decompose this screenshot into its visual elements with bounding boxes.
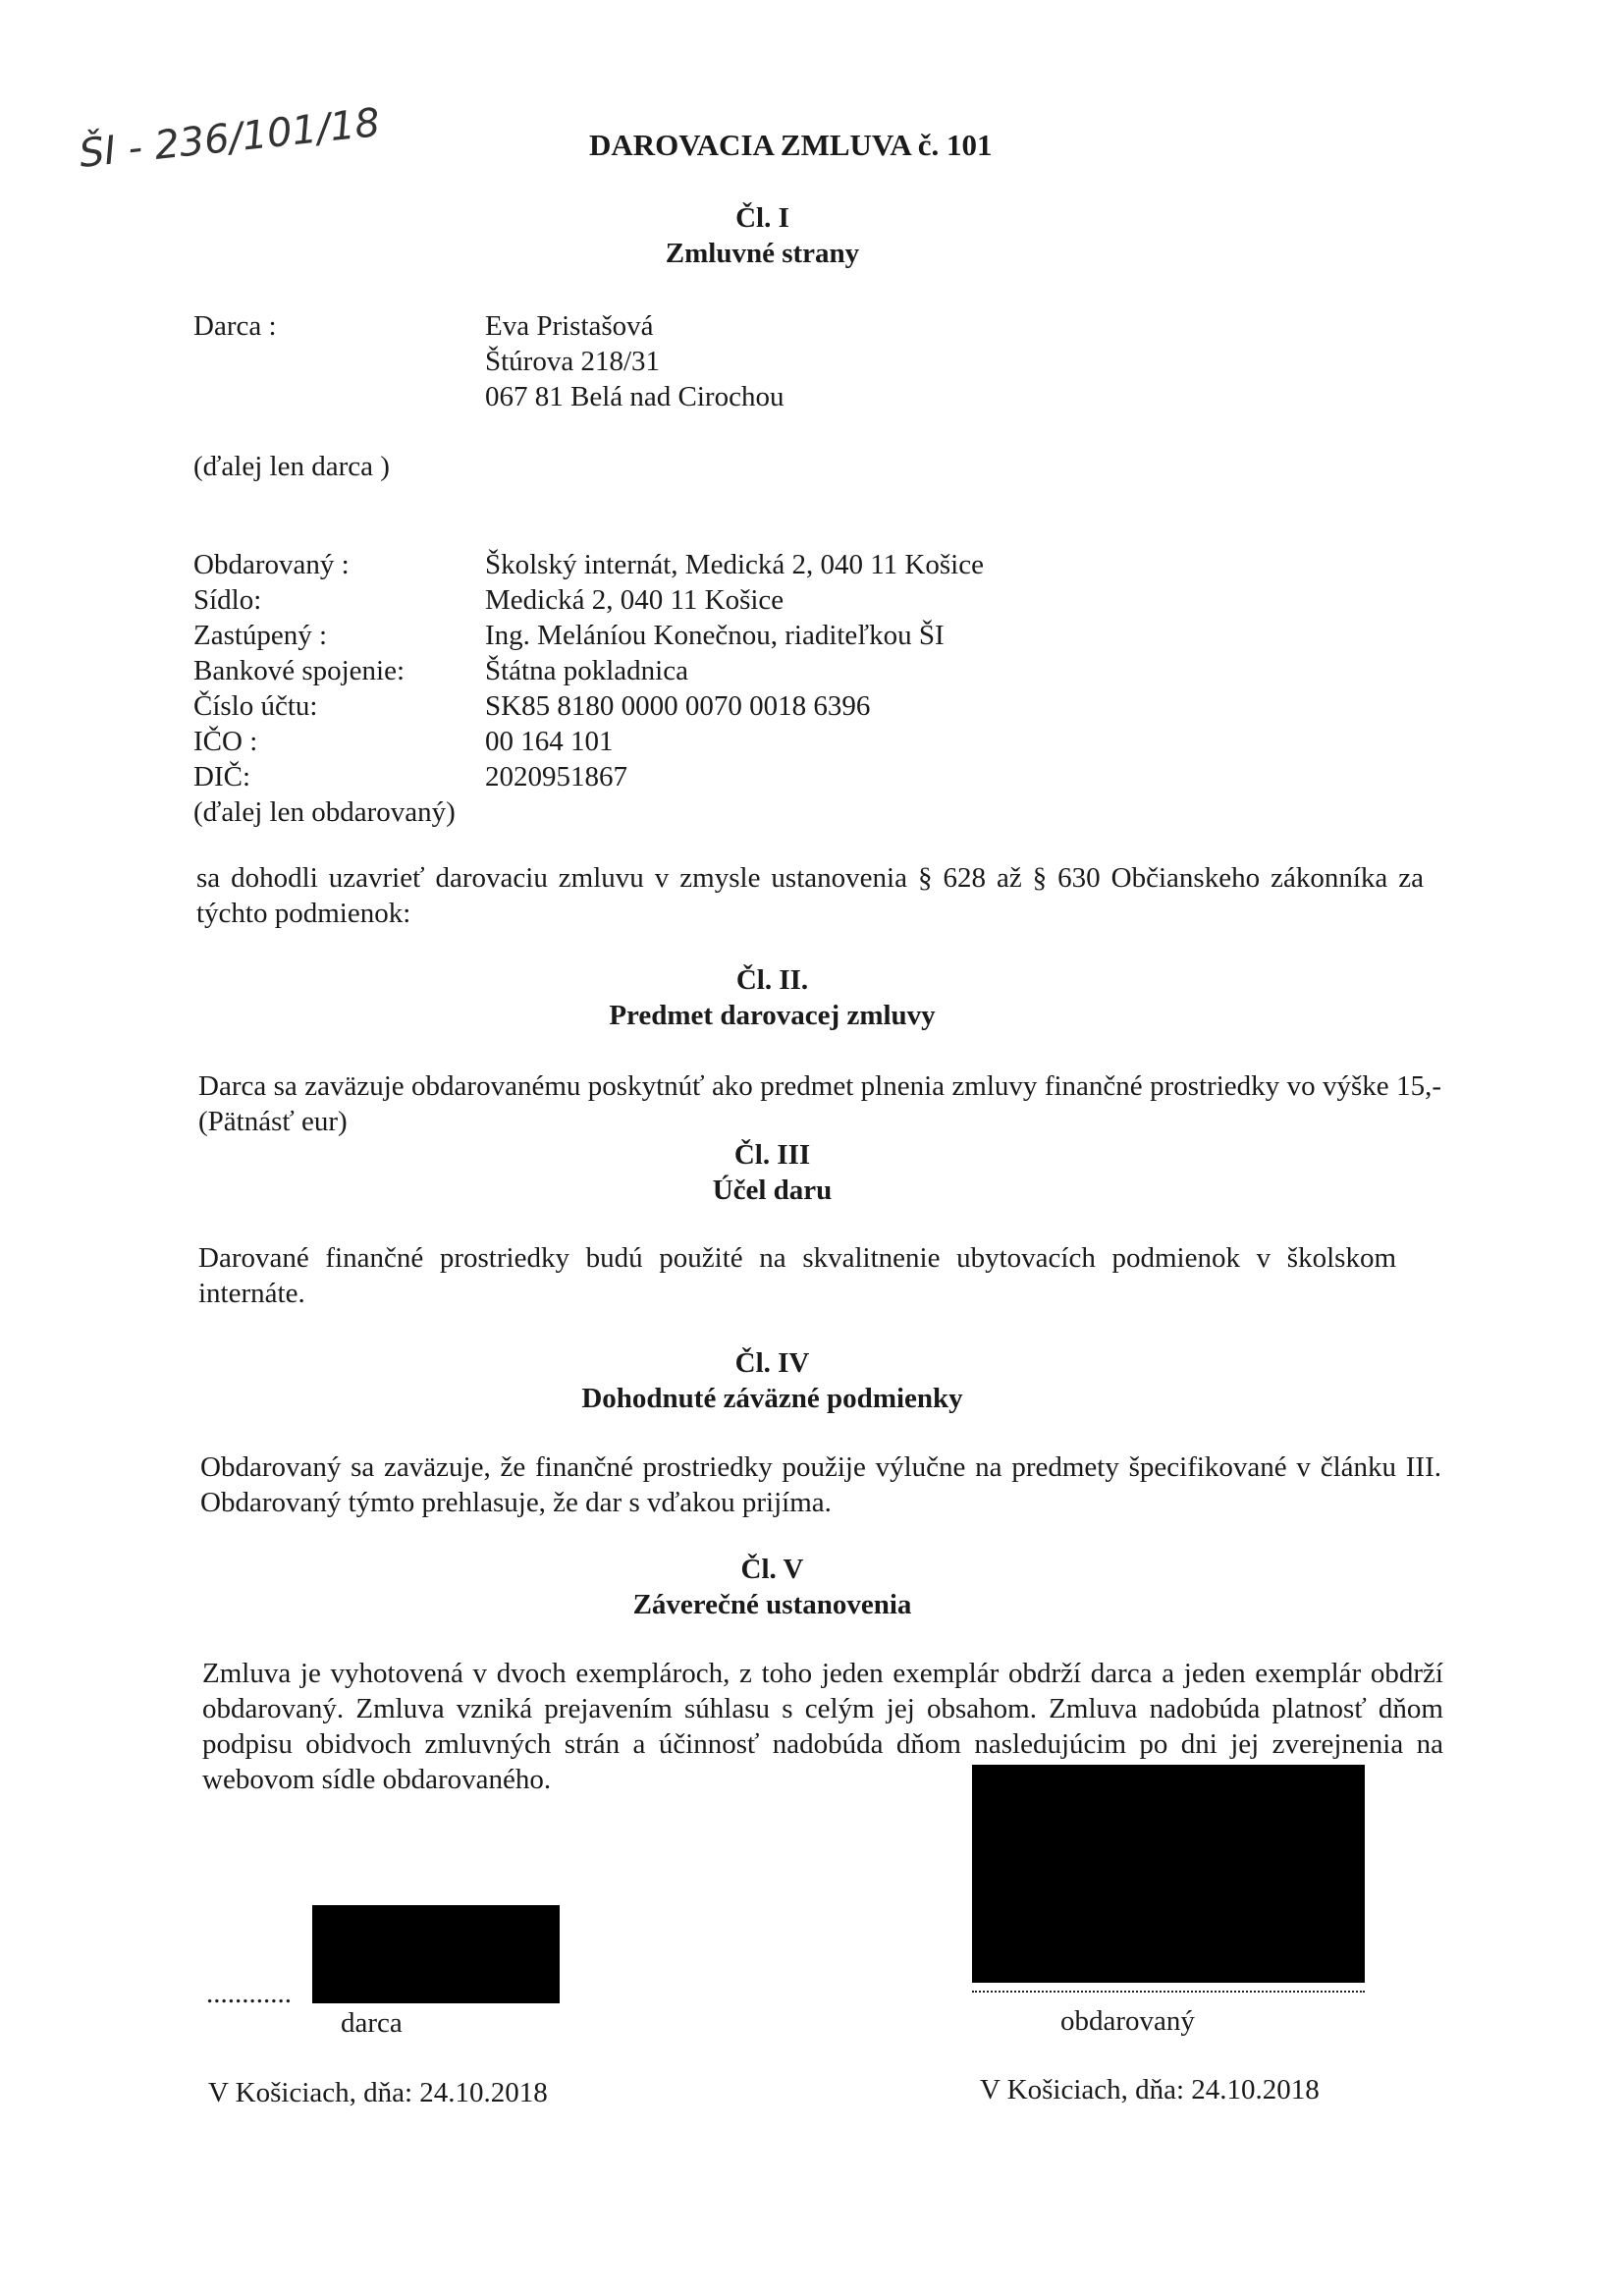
donor-place-date: V Košiciach, dňa: 24.10.2018 <box>208 2077 548 2108</box>
recipient-row <box>193 759 984 794</box>
recipient-row-label: Obdarovaný : <box>193 549 350 580</box>
recipient-row-value: 00 164 101 <box>485 726 614 757</box>
recipient-row-label: DIČ: <box>193 761 250 793</box>
article-1-title: Zmluvné strany <box>665 238 860 269</box>
article-4-title: Dohodnuté záväzné podmienky <box>581 1383 963 1414</box>
recipient-place-date: V Košiciach, dňa: 24.10.2018 <box>980 2074 1320 2105</box>
document-title: DAROVACIA ZMLUVA č. 101 <box>589 128 993 162</box>
recipient-row-label: Zastúpený : <box>193 620 328 651</box>
recipient-row-value: Medická 2, 040 11 Košice <box>485 584 784 616</box>
recipient-table <box>193 547 984 830</box>
recipient-row-value: Ing. Meláníou Konečnou, riaditeľkou ŠI <box>485 620 945 651</box>
recipient-row <box>193 618 984 653</box>
recipient-row-value: SK85 8180 0000 0070 0018 6396 <box>485 690 871 722</box>
article-3-number: Čl. III <box>733 1139 811 1171</box>
intro-paragraph: sa dohodli uzavrieť darovaciu zmluvu v zmysle ustanovenia § 628 až § 630 Občianskeho zákonníka za týchto podmienok: <box>196 862 1424 929</box>
article-2-title: Predmet darovacej zmluvy <box>609 1000 936 1031</box>
donor-city: 067 81 Belá nad Cirochou <box>485 381 784 412</box>
recipient-row <box>193 653 984 688</box>
article-5-text: Zmluva je vyhotovená v dvoch exemplároch, z toho jeden exemplár obdrží darca a jeden exemplár obdrží obdarovaný. Zmluva vzniká prejavením súhlasu s celým jej obsahom. Zmluva nadobúda platnosť dňom podpisu obidvoch zmluvných strán a účinnosť nadobúda dňom nasledujúcim po dni jej zverejnenia na webovom sídle obdarovaného. <box>202 1658 1443 1795</box>
recipient-row-label: Číslo účtu: <box>193 690 318 722</box>
article-5-title: Záverečné ustanovenia <box>632 1589 912 1620</box>
donor-name: Eva Pristašová <box>485 310 654 342</box>
recipient-row-label: IČO : <box>193 726 258 757</box>
recipient-row-label: Bankové spojenie: <box>193 655 406 686</box>
article-1-number: Čl. I <box>735 202 789 234</box>
handwritten-reference: ŠI - 236/101/18 <box>77 100 383 177</box>
recipient-row-value: Školský internát, Medická 2, 040 11 Košice <box>485 549 984 580</box>
article-4-number: Čl. IV <box>734 1347 810 1379</box>
redacted-signature-recipient <box>972 1765 1365 1983</box>
recipient-row-value: Štátna pokladnica <box>485 655 688 686</box>
recipient-signature-line <box>972 1991 1365 1993</box>
donor-street: Štúrova 218/31 <box>485 346 661 377</box>
article-3-title: Účel daru <box>712 1175 833 1206</box>
article-3-text: Darované finančné prostriedky budú použité na skvalitnenie ubytovacích podmienok v školskom internáte. <box>198 1242 1396 1309</box>
recipient-row-value: 2020951867 <box>485 761 627 793</box>
donor-note: (ďalej len darca ) <box>193 451 390 482</box>
recipient-row-label: Sídlo: <box>193 584 262 616</box>
recipient-signature-label: obdarovaný <box>1060 2005 1195 2037</box>
recipient-note: (ďalej len obdarovaný) <box>193 796 456 828</box>
donor-signature-dots: ............ <box>206 1978 292 2009</box>
recipient-row <box>193 724 984 759</box>
donor-label: Darca : <box>193 310 277 342</box>
article-2-number: Čl. II. <box>735 964 809 996</box>
recipient-row <box>193 547 984 582</box>
recipient-row <box>193 688 984 724</box>
recipient-row <box>193 582 984 618</box>
article-4-text: Obdarovaný sa zaväzuje, že finančné prostriedky použije výlučne na predmety špecifikované v článku III. Obdarovaný týmto prehlasuje, že dar s vďakou prijíma. <box>200 1451 1441 1518</box>
article-2-text: Darca sa zaväzuje obdarovanému poskytnúť ako predmet plnenia zmluvy finančné prostriedky vo výške 15,- (Pätnásť eur) <box>198 1070 1441 1137</box>
redacted-signature-donor <box>312 1905 560 2003</box>
article-5-number: Čl. V <box>740 1554 804 1585</box>
donor-signature-label: darca <box>341 2007 403 2039</box>
